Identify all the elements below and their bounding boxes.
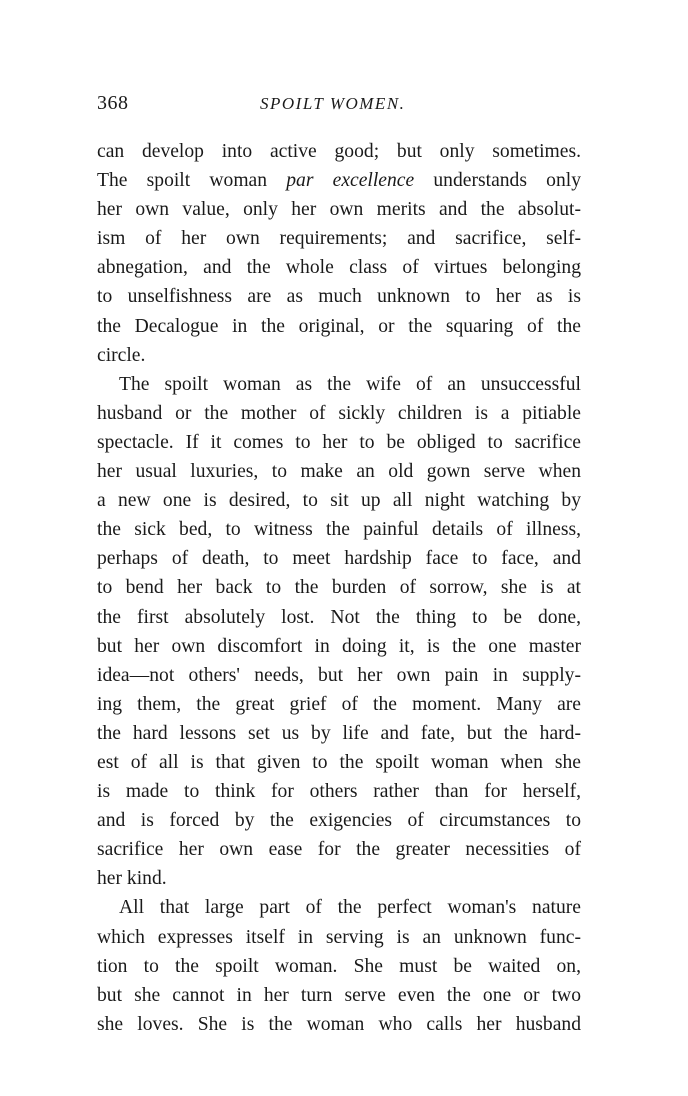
text-line: the first absolutely lost. Not the thing to be done, bbox=[97, 606, 581, 628]
paragraph-start: The spoilt woman as the wife of an unsuccessful bbox=[119, 373, 581, 395]
page-number: 368 bbox=[97, 92, 129, 114]
text-line: ing them, the great grief of the moment. Many are bbox=[97, 693, 581, 715]
text-line: she loves. She is the woman who calls her husband bbox=[97, 1013, 581, 1035]
text-line: circle. bbox=[97, 344, 146, 366]
text-line: perhaps of death, to meet hardship face to face, and bbox=[97, 548, 581, 570]
text-line: but her own discomfort in doing it, is the one master bbox=[97, 635, 581, 657]
text-line: to bend her back to the burden of sorrow, she is at bbox=[97, 577, 581, 599]
text-line: the hard lessons set us by life and fate, but the hard- bbox=[97, 722, 581, 744]
paragraph-start: All that large part of the perfect woman's nature bbox=[119, 897, 581, 919]
text-line: to unselfishness are as much unknown to her as is bbox=[97, 286, 581, 308]
text-line: husband or the mother of sickly children is a pitiable bbox=[97, 402, 581, 424]
text-line: tion to the spoilt woman. She must be waited on, bbox=[97, 955, 581, 977]
body-text bbox=[97, 137, 581, 1039]
text-line: her usual luxuries, to make an old gown serve when bbox=[97, 461, 581, 483]
running-title: SPOILT WOMEN. bbox=[260, 94, 406, 113]
text-line: and is forced by the exigencies of circumstances to bbox=[97, 810, 581, 832]
text-line: a new one is desired, to sit up all night watching by bbox=[97, 490, 581, 512]
text-line: but she cannot in her turn serve even the one or two bbox=[97, 984, 581, 1006]
text-line: the Decalogue in the original, or the squaring of the bbox=[97, 315, 581, 337]
text-line: ism of her own requirements; and sacrifice, self- bbox=[97, 228, 581, 250]
page-header bbox=[97, 92, 581, 120]
text-line: the sick bed, to witness the painful details of illness, bbox=[97, 519, 581, 541]
text-line: can develop into active good; but only sometimes. bbox=[97, 141, 581, 162]
text-line: idea—not others' needs, but her own pain in supply- bbox=[97, 664, 581, 686]
text-line: her own value, only her own merits and the absolut- bbox=[97, 199, 581, 221]
text-line: which expresses itself in serving is an unknown func- bbox=[97, 926, 581, 948]
text-line: est of all is that given to the spoilt woman when she bbox=[97, 751, 581, 773]
text-line: The spoilt woman par excellence understands only bbox=[97, 170, 581, 192]
text-line: abnegation, and the whole class of virtues belonging bbox=[97, 257, 581, 279]
text-line: her kind. bbox=[97, 868, 167, 890]
text-line: spectacle. If it comes to her to be obliged to sacrifice bbox=[97, 431, 581, 453]
text-line: is made to think for others rather than for herself, bbox=[97, 781, 581, 803]
text-line: sacrifice her own ease for the greater necessities of bbox=[97, 839, 581, 861]
